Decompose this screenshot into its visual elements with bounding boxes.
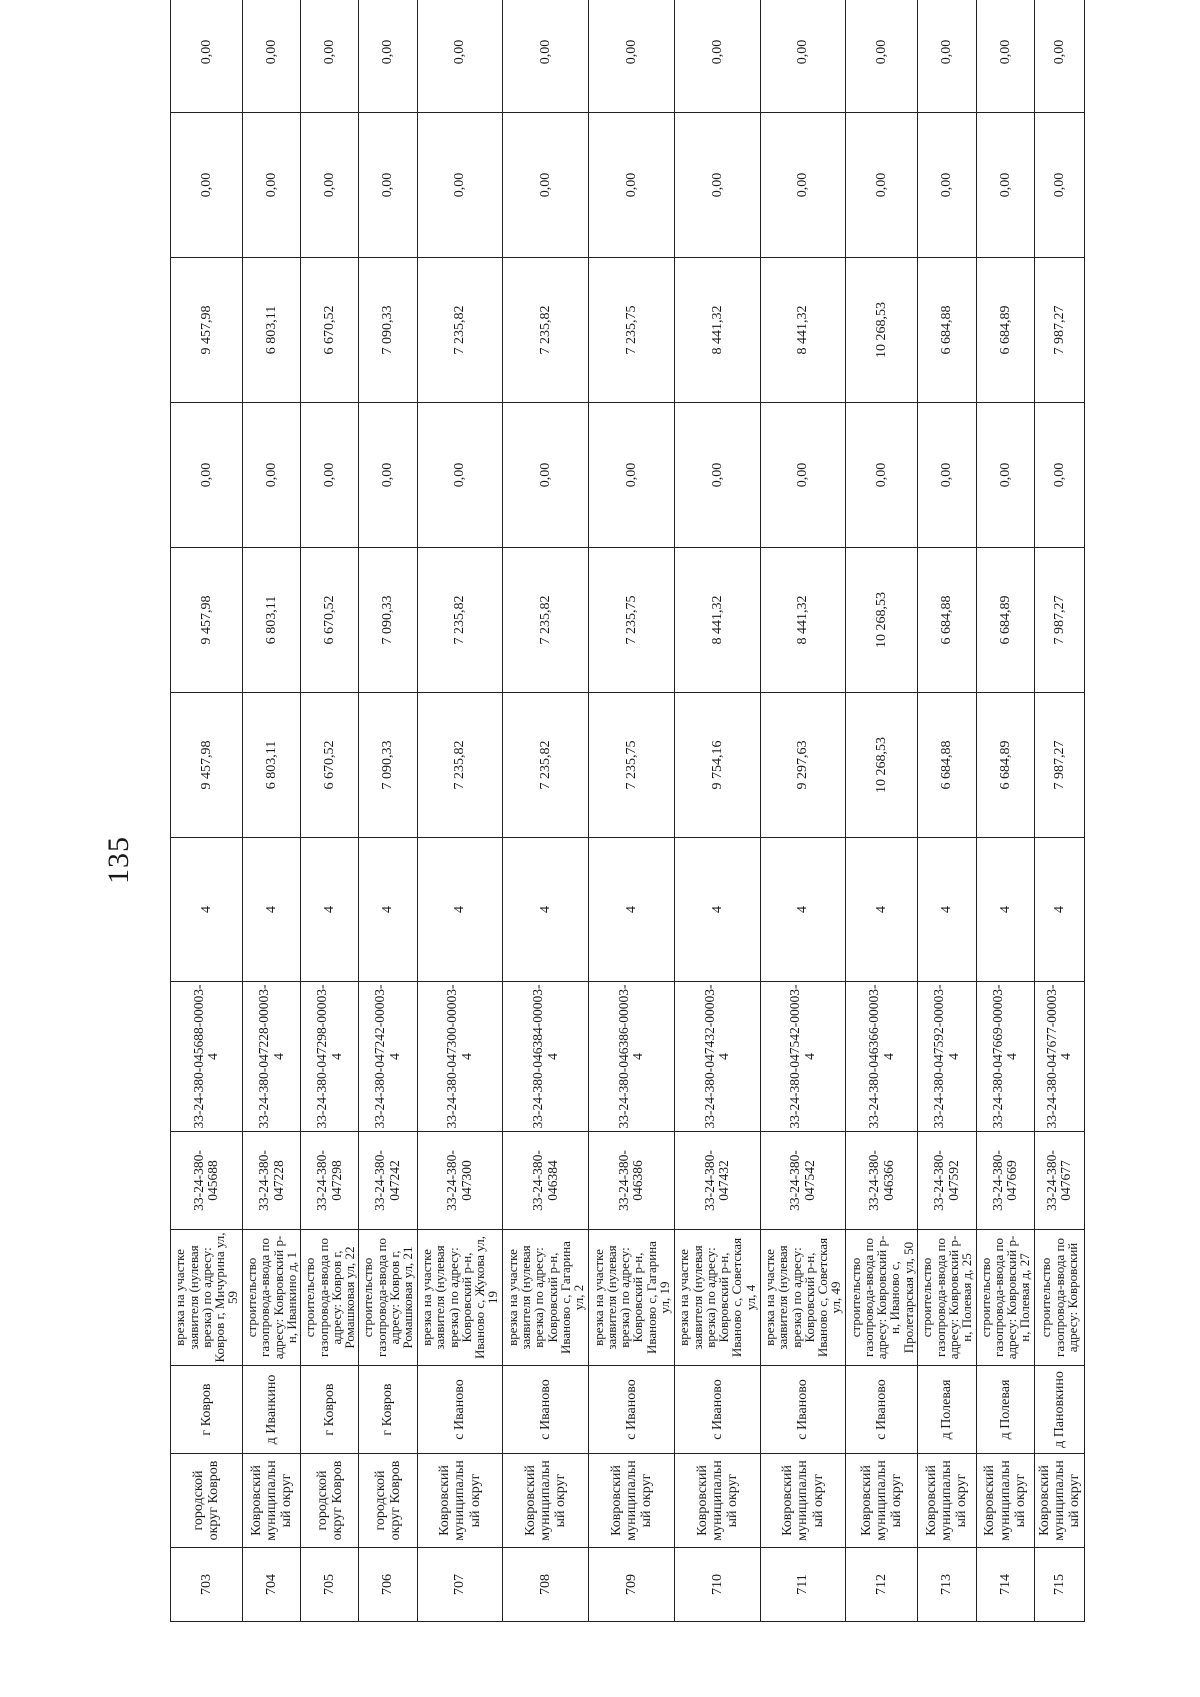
amount-5-cell: 0,00 bbox=[918, 113, 976, 258]
table-row bbox=[846, 0, 918, 1622]
address-cell: врезка на участке заявителя (нулевая врезка) по адресу: Ковровский р-н, Иваново с, Советская ул, 4 bbox=[674, 1230, 760, 1366]
amount-5-cell: 0,00 bbox=[589, 113, 675, 258]
object-code-cell: 33-24-380-047300 bbox=[417, 1132, 503, 1230]
object-code-cell: 33-24-380-046366 bbox=[846, 1132, 918, 1230]
district-cell: Ковровский муниципальный округ bbox=[918, 1454, 976, 1548]
amount-3-cell: 0,00 bbox=[359, 403, 417, 548]
amount-3-cell: 0,00 bbox=[846, 403, 918, 548]
row-number-cell: 715 bbox=[1034, 1548, 1084, 1622]
amount-5-cell: 0,00 bbox=[242, 113, 300, 258]
address-cell: строительство газопровода-ввода по адресу: Ковровский р-н, Полевая д, 25 bbox=[918, 1230, 976, 1366]
amount-6-cell: 0,00 bbox=[242, 0, 300, 113]
amount-4-cell: 6 684,89 bbox=[976, 258, 1034, 403]
amount-3-cell: 0,00 bbox=[918, 403, 976, 548]
amount-3-cell: 0,00 bbox=[674, 403, 760, 548]
settlement-cell: г Ковров bbox=[301, 1366, 359, 1454]
row-number-cell: 706 bbox=[359, 1548, 417, 1622]
amount-1-cell: 7 090,33 bbox=[359, 693, 417, 838]
amount-5-cell: 0,00 bbox=[1034, 113, 1084, 258]
amount-2-cell: 6 684,88 bbox=[918, 548, 976, 693]
quantity-cell: 4 bbox=[301, 838, 359, 982]
amount-6-cell: 0,00 bbox=[171, 0, 243, 113]
settlement-cell: д Пановкино bbox=[1034, 1366, 1084, 1454]
district-cell: Ковровский муниципальный округ bbox=[674, 1454, 760, 1548]
object-code-cell: 33-24-380-046386 bbox=[589, 1132, 675, 1230]
district-cell: Ковровский муниципальный округ bbox=[589, 1454, 675, 1548]
amount-6-cell: 0,00 bbox=[1034, 0, 1084, 113]
row-number-cell: 705 bbox=[301, 1548, 359, 1622]
amount-4-cell: 7 235,75 bbox=[589, 258, 675, 403]
district-cell: Ковровский муниципальный округ bbox=[417, 1454, 503, 1548]
table-row bbox=[171, 0, 243, 1622]
district-cell: городской округ Ковров bbox=[301, 1454, 359, 1548]
quantity-cell: 4 bbox=[242, 838, 300, 982]
object-code-cell: 33-24-380-045688 bbox=[171, 1132, 243, 1230]
address-cell: врезка на участке заявителя (нулевая врезка) по адресу: Ковровский р-н, Иваново с, Советская ул, 49 bbox=[760, 1230, 846, 1366]
settlement-cell: с Иваново bbox=[589, 1366, 675, 1454]
settlement-cell: д Полевая bbox=[976, 1366, 1034, 1454]
amount-5-cell: 0,00 bbox=[359, 113, 417, 258]
table-row bbox=[301, 0, 359, 1622]
quantity-cell: 4 bbox=[171, 838, 243, 982]
district-cell: городской округ Ковров bbox=[171, 1454, 243, 1548]
amount-6-cell: 0,00 bbox=[589, 0, 675, 113]
amount-1-cell: 6 684,88 bbox=[918, 693, 976, 838]
quantity-cell: 4 bbox=[918, 838, 976, 982]
amount-4-cell: 6 684,88 bbox=[918, 258, 976, 403]
amount-2-cell: 6 670,52 bbox=[301, 548, 359, 693]
amount-6-cell: 0,00 bbox=[503, 0, 589, 113]
amount-4-cell: 9 457,98 bbox=[171, 258, 243, 403]
amount-3-cell: 0,00 bbox=[301, 403, 359, 548]
settlement-cell: д Иванкино bbox=[242, 1366, 300, 1454]
district-cell: Ковровский муниципальный округ bbox=[1034, 1454, 1084, 1548]
settlement-cell: с Иваново bbox=[760, 1366, 846, 1454]
full-code-cell: 33-24-380-046366-00003-4 bbox=[846, 982, 918, 1132]
amount-5-cell: 0,00 bbox=[171, 113, 243, 258]
district-cell: городской округ Ковров bbox=[359, 1454, 417, 1548]
amount-2-cell: 8 441,32 bbox=[674, 548, 760, 693]
amount-6-cell: 0,00 bbox=[359, 0, 417, 113]
amount-2-cell: 6 684,89 bbox=[976, 548, 1034, 693]
amount-1-cell: 6 670,52 bbox=[301, 693, 359, 838]
amount-6-cell: 0,00 bbox=[301, 0, 359, 113]
amount-4-cell: 7 235,82 bbox=[503, 258, 589, 403]
address-cell: строительство газопровода-ввода по адресу: Ковровский р-н, Иваново с, Пролетарская ул, 50 bbox=[846, 1230, 918, 1366]
settlement-cell: с Иваново bbox=[846, 1366, 918, 1454]
table-row bbox=[1034, 0, 1084, 1622]
full-code-cell: 33-24-380-047242-00003-4 bbox=[359, 982, 417, 1132]
page-number: 135 bbox=[102, 836, 135, 884]
amount-3-cell: 0,00 bbox=[171, 403, 243, 548]
full-code-cell: 33-24-380-047669-00003-4 bbox=[976, 982, 1034, 1132]
quantity-cell: 4 bbox=[976, 838, 1034, 982]
settlement-cell: г Ковров bbox=[171, 1366, 243, 1454]
amount-4-cell: 8 441,32 bbox=[760, 258, 846, 403]
quantity-cell: 4 bbox=[674, 838, 760, 982]
rotated-table-sheet bbox=[170, 39, 1085, 1622]
amount-2-cell: 9 457,98 bbox=[171, 548, 243, 693]
amount-3-cell: 0,00 bbox=[760, 403, 846, 548]
amount-1-cell: 10 268,53 bbox=[846, 693, 918, 838]
amount-6-cell: 0,00 bbox=[976, 0, 1034, 113]
full-code-cell: 33-24-380-047228-00003-4 bbox=[242, 982, 300, 1132]
row-number-cell: 703 bbox=[171, 1548, 243, 1622]
row-number-cell: 710 bbox=[674, 1548, 760, 1622]
amount-6-cell: 0,00 bbox=[918, 0, 976, 113]
amount-6-cell: 0,00 bbox=[417, 0, 503, 113]
row-number-cell: 714 bbox=[976, 1548, 1034, 1622]
district-cell: Ковровский муниципальный округ bbox=[846, 1454, 918, 1548]
full-code-cell: 33-24-380-046384-00003-4 bbox=[503, 982, 589, 1132]
amount-1-cell: 6 803,11 bbox=[242, 693, 300, 838]
registry-table bbox=[170, 0, 1085, 1622]
object-code-cell: 33-24-380-047298 bbox=[301, 1132, 359, 1230]
quantity-cell: 4 bbox=[589, 838, 675, 982]
row-number-cell: 709 bbox=[589, 1548, 675, 1622]
registry-table-body bbox=[171, 0, 1085, 1622]
amount-4-cell: 10 268,53 bbox=[846, 258, 918, 403]
amount-3-cell: 0,00 bbox=[976, 403, 1034, 548]
settlement-cell: с Иваново bbox=[674, 1366, 760, 1454]
amount-4-cell: 7 235,82 bbox=[417, 258, 503, 403]
object-code-cell: 33-24-380-047592 bbox=[918, 1132, 976, 1230]
quantity-cell: 4 bbox=[846, 838, 918, 982]
amount-1-cell: 6 684,89 bbox=[976, 693, 1034, 838]
quantity-cell: 4 bbox=[417, 838, 503, 982]
amount-2-cell: 7 090,33 bbox=[359, 548, 417, 693]
quantity-cell: 4 bbox=[503, 838, 589, 982]
row-number-cell: 708 bbox=[503, 1548, 589, 1622]
address-cell: врезка на участке заявителя (нулевая врезка) по адресу: Ковров г, Мичурина ул, 59 bbox=[171, 1230, 243, 1366]
amount-4-cell: 7 090,33 bbox=[359, 258, 417, 403]
object-code-cell: 33-24-380-047542 bbox=[760, 1132, 846, 1230]
table-row bbox=[417, 0, 503, 1622]
amount-3-cell: 0,00 bbox=[417, 403, 503, 548]
district-cell: Ковровский муниципальный округ bbox=[503, 1454, 589, 1548]
table-row bbox=[976, 0, 1034, 1622]
amount-3-cell: 0,00 bbox=[1034, 403, 1084, 548]
amount-2-cell: 7 235,82 bbox=[417, 548, 503, 693]
address-cell: врезка на участке заявителя (нулевая врезка) по адресу: Ковровский р-н, Иваново с, Жукова ул, 19 bbox=[417, 1230, 503, 1366]
row-number-cell: 707 bbox=[417, 1548, 503, 1622]
amount-2-cell: 6 803,11 bbox=[242, 548, 300, 693]
table-row bbox=[503, 0, 589, 1622]
address-cell: строительство газопровода-ввода по адресу: Ковров г, Ромашковая ул, 22 bbox=[301, 1230, 359, 1366]
address-cell: врезка на участке заявителя (нулевая врезка) по адресу: Ковровский р-н, Иваново с, Гагарина ул, 19 bbox=[589, 1230, 675, 1366]
full-code-cell: 33-24-380-047432-00003-4 bbox=[674, 982, 760, 1132]
amount-4-cell: 6 670,52 bbox=[301, 258, 359, 403]
quantity-cell: 4 bbox=[760, 838, 846, 982]
full-code-cell: 33-24-380-047298-00003-4 bbox=[301, 982, 359, 1132]
amount-3-cell: 0,00 bbox=[242, 403, 300, 548]
district-cell: Ковровский муниципальный округ bbox=[976, 1454, 1034, 1548]
amount-1-cell: 9 297,63 bbox=[760, 693, 846, 838]
address-cell: строительство газопровода-ввода по адресу: Ковровский р-н, Иванкино д, 1 bbox=[242, 1230, 300, 1366]
amount-3-cell: 0,00 bbox=[503, 403, 589, 548]
amount-1-cell: 7 235,82 bbox=[417, 693, 503, 838]
object-code-cell: 33-24-380-047669 bbox=[976, 1132, 1034, 1230]
amount-1-cell: 9 457,98 bbox=[171, 693, 243, 838]
table-row bbox=[589, 0, 675, 1622]
address-cell: врезка на участке заявителя (нулевая врезка) по адресу: Ковровский р-н, Иваново с, Гагарина ул, 2 bbox=[503, 1230, 589, 1366]
amount-6-cell: 0,00 bbox=[846, 0, 918, 113]
amount-4-cell: 8 441,32 bbox=[674, 258, 760, 403]
full-code-cell: 33-24-380-047592-00003-4 bbox=[918, 982, 976, 1132]
settlement-cell: г Ковров bbox=[359, 1366, 417, 1454]
amount-2-cell: 7 987,27 bbox=[1034, 548, 1084, 693]
full-code-cell: 33-24-380-046386-00003-4 bbox=[589, 982, 675, 1132]
amount-5-cell: 0,00 bbox=[301, 113, 359, 258]
amount-6-cell: 0,00 bbox=[760, 0, 846, 113]
table-row bbox=[359, 0, 417, 1622]
row-number-cell: 712 bbox=[846, 1548, 918, 1622]
address-cell: строительство газопровода-ввода по адресу: Ковровский bbox=[1034, 1230, 1084, 1366]
amount-2-cell: 7 235,75 bbox=[589, 548, 675, 693]
amount-4-cell: 6 803,11 bbox=[242, 258, 300, 403]
amount-1-cell: 7 235,75 bbox=[589, 693, 675, 838]
table-row bbox=[674, 0, 760, 1622]
address-cell: строительство газопровода-ввода по адресу: Ковровский р-н, Полевая д, 27 bbox=[976, 1230, 1034, 1366]
amount-5-cell: 0,00 bbox=[846, 113, 918, 258]
object-code-cell: 33-24-380-047242 bbox=[359, 1132, 417, 1230]
row-number-cell: 704 bbox=[242, 1548, 300, 1622]
amount-1-cell: 7 987,27 bbox=[1034, 693, 1084, 838]
district-cell: Ковровский муниципальный округ bbox=[242, 1454, 300, 1548]
amount-1-cell: 7 235,82 bbox=[503, 693, 589, 838]
amount-6-cell: 0,00 bbox=[674, 0, 760, 113]
full-code-cell: 33-24-380-047542-00003-4 bbox=[760, 982, 846, 1132]
district-cell: Ковровский муниципальный округ bbox=[760, 1454, 846, 1548]
settlement-cell: с Иваново bbox=[417, 1366, 503, 1454]
object-code-cell: 33-24-380-047432 bbox=[674, 1132, 760, 1230]
settlement-cell: с Иваново bbox=[503, 1366, 589, 1454]
quantity-cell: 4 bbox=[1034, 838, 1084, 982]
row-number-cell: 711 bbox=[760, 1548, 846, 1622]
full-code-cell: 33-24-380-047677-00003-4 bbox=[1034, 982, 1084, 1132]
settlement-cell: д Полевая bbox=[918, 1366, 976, 1454]
amount-2-cell: 8 441,32 bbox=[760, 548, 846, 693]
amount-4-cell: 7 987,27 bbox=[1034, 258, 1084, 403]
amount-5-cell: 0,00 bbox=[760, 113, 846, 258]
amount-3-cell: 0,00 bbox=[589, 403, 675, 548]
full-code-cell: 33-24-380-047300-00003-4 bbox=[417, 982, 503, 1132]
amount-5-cell: 0,00 bbox=[976, 113, 1034, 258]
amount-1-cell: 9 754,16 bbox=[674, 693, 760, 838]
amount-2-cell: 10 268,53 bbox=[846, 548, 918, 693]
table-row bbox=[242, 0, 300, 1622]
object-code-cell: 33-24-380-047228 bbox=[242, 1132, 300, 1230]
row-number-cell: 713 bbox=[918, 1548, 976, 1622]
amount-5-cell: 0,00 bbox=[417, 113, 503, 258]
table-row bbox=[760, 0, 846, 1622]
object-code-cell: 33-24-380-046384 bbox=[503, 1132, 589, 1230]
amount-5-cell: 0,00 bbox=[503, 113, 589, 258]
quantity-cell: 4 bbox=[359, 838, 417, 982]
table-row bbox=[918, 0, 976, 1622]
amount-2-cell: 7 235,82 bbox=[503, 548, 589, 693]
full-code-cell: 33-24-380-045688-00003-4 bbox=[171, 982, 243, 1132]
address-cell: строительство газопровода-ввода по адресу: Ковров г, Ромашковая ул, 21 bbox=[359, 1230, 417, 1366]
amount-5-cell: 0,00 bbox=[674, 113, 760, 258]
object-code-cell: 33-24-380-047677 bbox=[1034, 1132, 1084, 1230]
